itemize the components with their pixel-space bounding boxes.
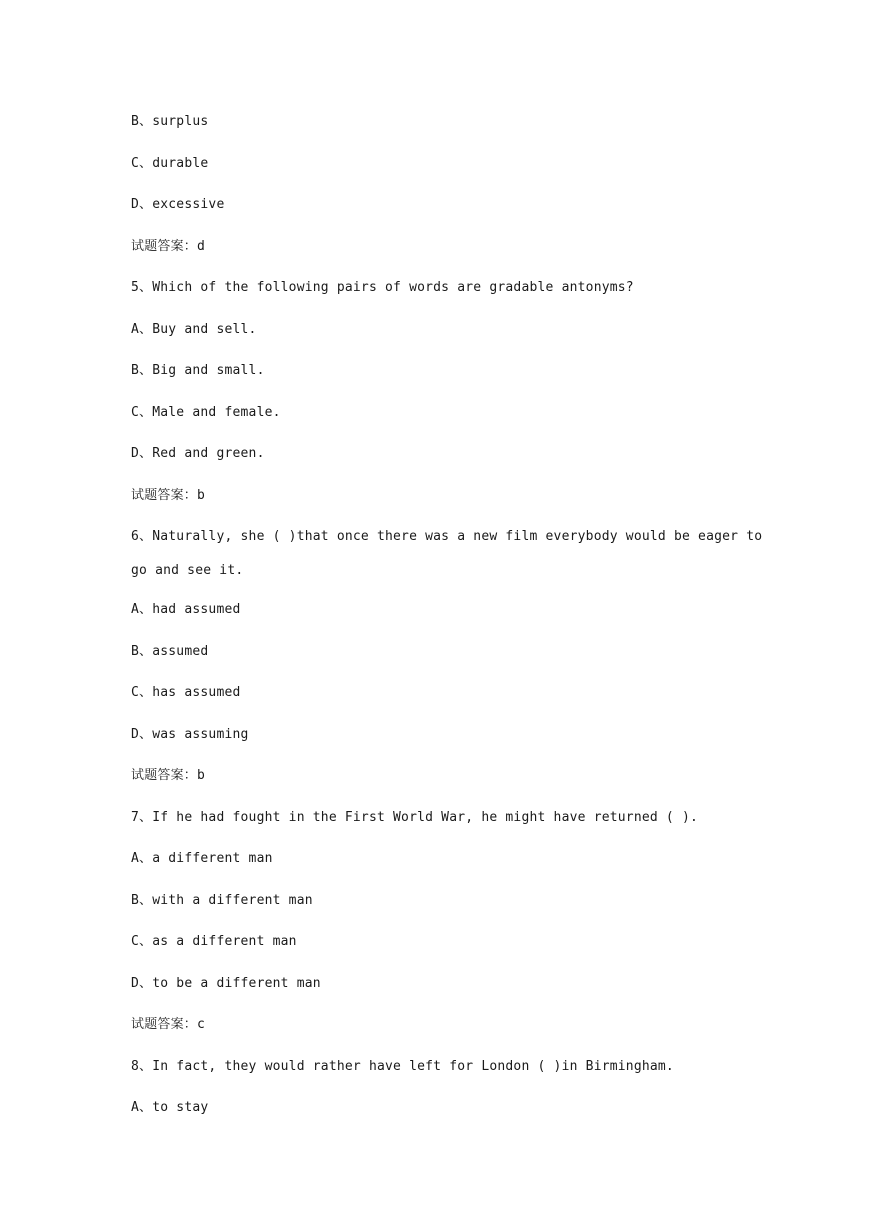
answer-line: 试题答案：c (131, 1017, 206, 1032)
question-6: 6、Naturally, she ( )that once there was a new film everybody would be eager to go and see it. (131, 529, 763, 578)
option-b: B、Big and small. (131, 363, 265, 378)
option-d: D、excessive (131, 197, 225, 212)
question-8: 8、In fact, they would rather have left for London ( )in Birmingham. (131, 1058, 674, 1074)
option-a: A、Buy and sell. (131, 321, 257, 337)
option-a: A、a different man (131, 851, 273, 866)
question-7: 7、If he had fought in the First World War, he might have returned ( ). (131, 809, 699, 825)
answer-line: 试题答案：d (131, 238, 206, 254)
option-c: C、as a different man (131, 934, 297, 949)
option-b: B、assumed (131, 643, 209, 659)
option-a: A、to stay (131, 1100, 209, 1115)
option-d: D、to be a different man (131, 975, 321, 991)
question-5: 5、Which of the following pairs of words are gradable antonyms? (131, 280, 634, 295)
answer-line: 试题答案：b (131, 487, 206, 503)
option-a: A、had assumed (131, 602, 241, 617)
option-b: B、surplus (131, 114, 209, 129)
option-c: C、Male and female. (131, 404, 281, 420)
option-d: D、was assuming (131, 726, 249, 742)
answer-line: 试题答案：b (131, 768, 206, 783)
option-c: C、has assumed (131, 685, 241, 700)
option-c: C、durable (131, 155, 209, 171)
document-page (131, 107, 771, 1135)
option-b: B、with a different man (131, 892, 313, 908)
option-d: D、Red and green. (131, 446, 265, 461)
